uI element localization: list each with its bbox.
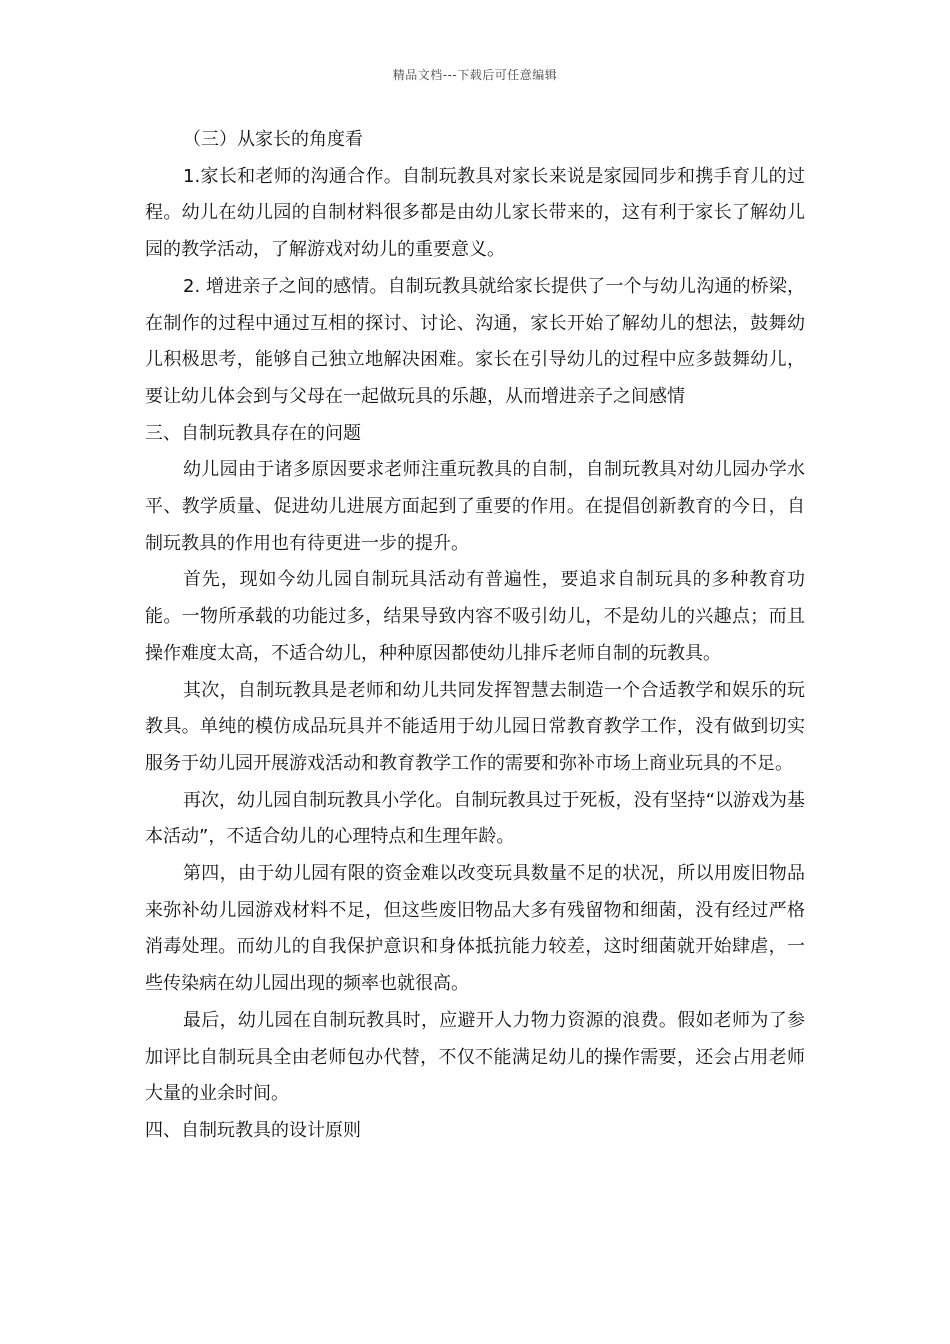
section-heading: 三、自制玩教具存在的问题 — [145, 422, 361, 444]
paragraph: 1.家长和老师的沟通合作。自制玩教具对家长来说是家园同步和携手育儿的过程。幼儿在幼儿园的自制材料很多都是由幼儿家长带来的，这有利于家长了解幼儿园的教学活动，了解游戏对幼儿的重要意义。 — [145, 165, 805, 261]
paragraph: 第四，由于幼儿园有限的资金难以改变玩具数量不足的状况，所以用废旧物品来弥补幼儿园游戏材料不足，但这些废旧物品大多有残留物和细菌，没有经过严格消毒处理。而幼儿的自我保护意识和身体抵抗能力较差，这时细菌就开始肆虐，一些传染病在幼儿园出现的频率也就很高。 — [145, 863, 805, 995]
page-header: 精品文档---下载后可任意编辑 — [392, 68, 558, 82]
paragraph: 其次，自制玩教具是老师和幼儿共同发挥智慧去制造一个合适教学和娱乐的玩教具。单纯的模仿成品玩具并不能适用于幼儿园日常教育教学工作，没有做到切实服务于幼儿园开展游戏活动和教育教学工作的需要和弥补市场上商业玩具的不足。 — [145, 679, 805, 774]
paragraph: 再次，幼儿园自制玩教具小学化。自制玩教具过于死板，没有坚持“以游戏为基本活动”，不适合幼儿的心理特点和生理年龄。 — [145, 789, 805, 848]
paragraph: 首先，现如今幼儿园自制玩具活动有普遍性，要追求自制玩具的多种教育功能。一物所承载的功能过多，结果导致内容不吸引幼儿，不是幼儿的兴趣点；而且操作难度太高，不适合幼儿，种种原因都使幼儿排斥老师自制的玩教具。 — [145, 569, 805, 664]
document-body — [145, 122, 805, 1150]
paragraph: 幼儿园由于诸多原因要求老师注重玩教具的自制，自制玩教具对幼儿园办学水平、教学质量、促进幼儿进展方面起到了重要的作用。在提倡创新教育的今日，自制玩教具的作用也有待更进一步的提升。 — [145, 459, 805, 554]
paragraph: 2. 增进亲子之间的感情。自制玩教具就给家长提供了一个与幼儿沟通的桥梁，在制作的过程中通过互相的探讨、讨论、沟通，家长开始了解幼儿的想法，鼓舞幼儿积极思考，能够自己独立地解决困难。家长在引导幼儿的过程中应多鼓舞幼儿，要让幼儿体会到与父母在一起做玩具的乐趣，从而增进亲子之间感情 — [145, 275, 805, 407]
section-subheading: （三）从家长的角度看 — [183, 129, 363, 150]
section-heading: 四、自制玩教具的设计原则 — [145, 1119, 361, 1141]
paragraph: 最后，幼儿园在自制玩教具时，应避开人力物力资源的浪费。假如老师为了参加评比自制玩具全由老师包办代替，不仅不能满足幼儿的操作需要，还会占用老师大量的业余时间。 — [145, 1009, 805, 1105]
